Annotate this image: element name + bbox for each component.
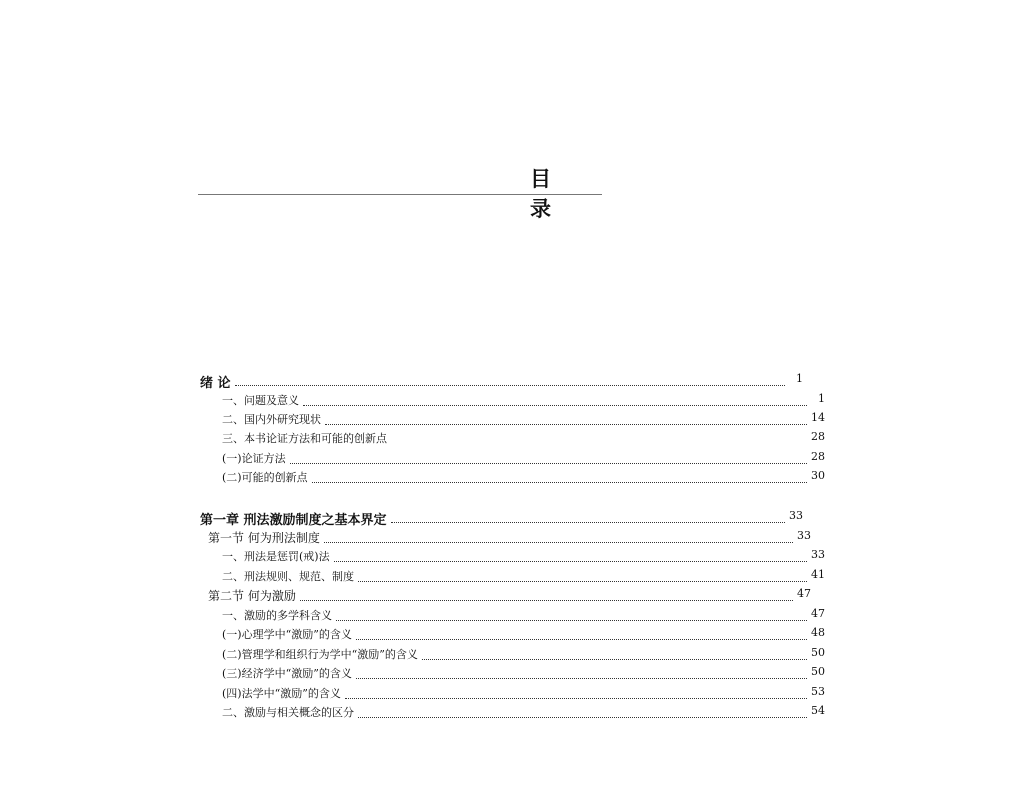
toc-entry-page: 47 (797, 587, 811, 600)
toc-entry-label: 第一章 刑法激励制度之基本界定 (200, 513, 387, 528)
toc-entry-page: 50 (811, 665, 825, 678)
leader-dots (290, 462, 807, 464)
toc-entry-label: 一、刑法是惩罚(戒)法 (222, 550, 330, 563)
toc-entry-page: 33 (797, 529, 811, 542)
toc-entry-label: (二)管理学和组织行为学中“激励”的含义 (222, 648, 418, 661)
toc-entry-label: (四)法学中“激励”的含义 (222, 687, 341, 700)
toc-entry-page: 28 (811, 450, 825, 463)
toc-entry-label: 二、国内外研究现状 (222, 413, 321, 426)
toc-entry[interactable] (0, 607, 1022, 625)
toc-entry-page: 47 (811, 607, 825, 620)
toc-entry[interactable] (0, 646, 1022, 664)
leader-dots (422, 658, 807, 660)
toc-entry[interactable] (0, 568, 1022, 586)
toc-entry[interactable] (0, 665, 1022, 683)
toc-entry-page: 28 (811, 430, 825, 443)
leader-dots (324, 541, 793, 543)
toc-entry-page: 33 (811, 548, 825, 561)
leader-dots (336, 619, 807, 621)
toc-entry-label: 第二节 何为激励 (208, 589, 296, 603)
toc-entry-label: (三)经济学中“激励”的含义 (222, 667, 352, 680)
leader-dots (312, 481, 807, 483)
leader-dots (334, 560, 807, 562)
toc-entry[interactable] (0, 392, 1022, 410)
toc-entry-label: 二、刑法规则、规范、制度 (222, 570, 354, 583)
toc-entry-page: 53 (811, 685, 825, 698)
toc-entry[interactable] (0, 685, 1022, 703)
toc-entry-page: 41 (811, 568, 825, 581)
toc-entry-page: 54 (811, 704, 825, 717)
leader-dots (345, 697, 807, 699)
leader-dots (235, 384, 785, 386)
leader-dots (358, 716, 807, 718)
leader-dots (356, 638, 807, 640)
toc-entry-introduction[interactable] (0, 372, 1000, 390)
toc-entry-label: (一)论证方法 (222, 452, 286, 465)
toc-entry-label: 三、本书论证方法和可能的创新点 (222, 432, 387, 445)
toc-entry[interactable] (0, 704, 1022, 722)
leader-dots (303, 404, 807, 406)
toc-entry-page: 30 (811, 469, 825, 482)
leader-dots (300, 599, 793, 601)
toc-entry-page: 48 (811, 626, 825, 639)
toc-entry-label: 第一节 何为刑法制度 (208, 531, 320, 545)
toc-entry-page: 14 (811, 411, 825, 424)
toc-entry-label: (一)心理学中“激励”的含义 (222, 628, 352, 641)
toc-entry-section-1[interactable] (0, 529, 1008, 547)
leader-dots (356, 677, 807, 679)
toc-entry[interactable] (0, 548, 1022, 566)
toc-entry[interactable] (0, 411, 1022, 429)
toc-entry-label: 绪 论 (200, 376, 231, 391)
toc-entry[interactable] (0, 450, 1022, 468)
page-title: 目 录 (530, 167, 566, 221)
toc-entry[interactable] (0, 469, 1022, 487)
toc-entry[interactable] (0, 626, 1022, 644)
toc-entry-section-2[interactable] (0, 587, 1008, 605)
toc-entry-label: (二)可能的创新点 (222, 471, 308, 484)
leader-dots (358, 580, 807, 582)
toc-entry-label: 二、激励与相关概念的区分 (222, 706, 354, 719)
toc-entry[interactable] (0, 430, 1022, 448)
leader-dots (391, 521, 785, 523)
toc-entry-page: 1 (796, 372, 803, 385)
toc-entry-page: 1 (818, 392, 825, 405)
toc-entry-page: 50 (811, 646, 825, 659)
toc-entry-chapter-1[interactable] (0, 509, 1000, 527)
toc-entry-label: 一、问题及意义 (222, 394, 299, 407)
toc-entry-label: 一、激励的多学科含义 (222, 609, 332, 622)
title-divider (198, 194, 602, 195)
toc-entry-page: 33 (789, 509, 803, 522)
leader-dots (325, 423, 807, 425)
